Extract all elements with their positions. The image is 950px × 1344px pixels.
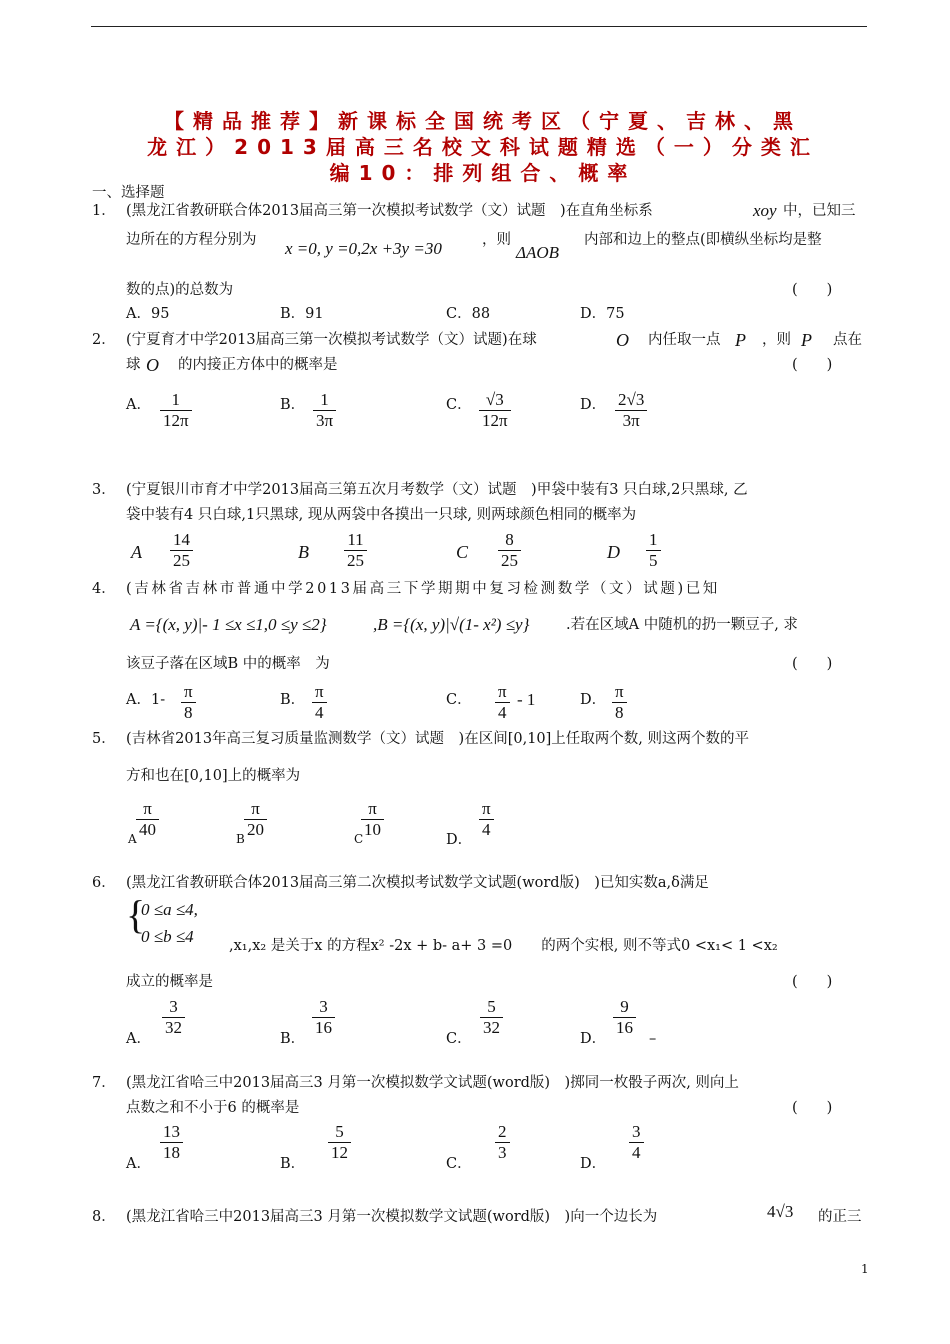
- q2-a-num: 1: [171, 390, 181, 409]
- q5-label-a: A: [128, 832, 137, 846]
- q5-text-1: (吉林省2013年高三复习质量监测数学（文）试题 )在区间[0,10]上任取两个数, 则这两个数的平: [126, 731, 750, 747]
- q2-text-2a: 球: [126, 357, 141, 373]
- q4-option-a-fraction: [181, 682, 196, 722]
- q1-text-2b: ，则: [482, 232, 511, 248]
- q4-c-den: 4: [498, 702, 507, 722]
- q3-d-num: 1: [649, 530, 658, 549]
- q2-answer-paren: ( ): [792, 357, 833, 373]
- q4-option-c-fraction: [495, 682, 510, 722]
- q6-d-den: 16: [616, 1017, 633, 1037]
- q2-d-num: 2√3: [618, 390, 645, 409]
- q1-text-2a: 边所在的方程分别为: [126, 232, 257, 248]
- q4-text-3: 该豆子落在区域B 中的概率 为: [126, 656, 330, 672]
- q3-b-den: 25: [347, 550, 364, 570]
- q6-label-d: D．: [580, 1031, 607, 1047]
- q3-option-b-fraction: [344, 530, 367, 570]
- q7-label-d: D．: [580, 1156, 607, 1172]
- q2-label-c: C．: [446, 397, 472, 413]
- q8-side-length: 4√3: [767, 1202, 794, 1221]
- q1-xoy: xoy: [753, 201, 777, 220]
- q1-option-c: C．88: [446, 306, 491, 322]
- q1-answer-paren: ( ): [792, 282, 833, 298]
- q4-d-num: π: [615, 682, 624, 701]
- q2-text-2b: 的内接正方体中的概率是: [178, 357, 338, 373]
- q2-text-1: (宁夏育才中学2013届高三第一次模拟考试数学（文）试题)在球: [126, 332, 537, 348]
- q2-label-b: B．: [280, 397, 306, 413]
- q2-sphere-o-2: O: [146, 355, 159, 375]
- q5-option-d-fraction: [479, 799, 494, 839]
- q2-sphere-o: O: [616, 330, 629, 350]
- q1-text-1b: 中，已知三: [783, 203, 856, 219]
- q1-option-d: D．75: [580, 306, 625, 322]
- q7-text-1: (黑龙江省哈三中2013届高三3 月第一次模拟数学文试题(word版) )掷同一枚骰子两次, 则向上: [126, 1075, 739, 1091]
- q8-number: 8．: [92, 1209, 116, 1225]
- q4-b-num: π: [315, 682, 324, 701]
- q3-c-den: 25: [501, 550, 518, 570]
- q1-triangle: ΔAOB: [516, 243, 560, 262]
- q6-answer-paren: ( ): [792, 974, 833, 990]
- q5-d-den: 4: [482, 819, 491, 839]
- q1-option-a: A．95: [126, 306, 170, 322]
- q7-d-den: 4: [632, 1142, 641, 1162]
- q7-option-d-fraction: [629, 1122, 644, 1162]
- q7-option-c-fraction: [495, 1122, 510, 1162]
- q3-b-num: 11: [347, 530, 364, 549]
- q3-label-c: C: [456, 542, 469, 562]
- section-heading: 一、选择题: [92, 185, 165, 201]
- q5-c-num: π: [368, 799, 377, 818]
- q3-a-num: 14: [173, 530, 190, 549]
- q2-b-den: 3π: [316, 410, 334, 430]
- q6-a-den: 32: [165, 1017, 182, 1037]
- q6-option-c-fraction: [480, 997, 503, 1037]
- q2-text-1c: ，则: [762, 332, 791, 348]
- title-line-1: 【精品推荐】新课标全国统考区（宁夏、吉林、黑: [164, 109, 802, 133]
- q1-text-1: (黑龙江省教研联合体2013届高三第一次模拟考试数学（文）试题 )在直角坐标系: [126, 203, 653, 219]
- q3-label-a: A: [131, 542, 142, 562]
- q2-point-p: P: [735, 330, 746, 350]
- q4-b-den: 4: [315, 702, 324, 722]
- q2-option-c-fraction: [479, 390, 511, 430]
- q2-c-num: √3: [485, 390, 504, 409]
- q6-label-b: B．: [280, 1031, 306, 1047]
- q4-number: 4．: [92, 581, 116, 597]
- q6-option-a-fraction: [162, 997, 185, 1037]
- q2-a-den: 12π: [163, 410, 189, 430]
- q1-option-b: B．91: [280, 306, 324, 322]
- q5-a-num: π: [143, 799, 152, 818]
- q2-label-d: D．: [580, 397, 607, 413]
- q2-label-a: A．: [126, 397, 151, 413]
- q7-number: 7．: [92, 1075, 116, 1091]
- q4-text-2: .若在区域A 中随机的扔一颗豆子, 求: [566, 617, 798, 633]
- q5-label-c: C: [354, 832, 364, 846]
- q6-number: 6．: [92, 875, 116, 891]
- q5-option-c-fraction: [361, 799, 384, 839]
- q4-label-b: B．: [280, 692, 306, 708]
- q6-c-num: 5: [487, 997, 496, 1016]
- title-line-2: 龙江）2013届高三名校文科试题精选（一）分类汇: [147, 135, 819, 159]
- q2-d-den: 3π: [622, 410, 640, 430]
- q2-option-a-fraction: [160, 390, 192, 430]
- q1-equation: x =0, y =0,2x +3y =30: [285, 239, 442, 258]
- q2-b-num: 1: [320, 390, 329, 409]
- q6-b-num: 3: [319, 997, 328, 1016]
- q1-text-3: 数的点)的总数为: [126, 282, 234, 298]
- q8-text-1: (黑龙江省哈三中2013届高三3 月第一次模拟数学文试题(word版) )向一个边长为: [126, 1209, 658, 1225]
- q3-d-den: 5: [649, 550, 658, 570]
- q2-option-d-fraction: [615, 390, 647, 430]
- q7-a-num: 13: [163, 1122, 180, 1141]
- q5-c-den: 10: [364, 819, 381, 839]
- q3-option-d-fraction: [646, 530, 661, 570]
- q5-b-den: 20: [247, 819, 264, 839]
- q2-text-1b: 内任取一点: [648, 332, 721, 348]
- q6-option-d-suffix: –: [649, 1031, 657, 1047]
- q5-number: 5．: [92, 731, 116, 747]
- q6-label-c: C．: [446, 1031, 472, 1047]
- q7-b-num: 5: [335, 1122, 344, 1141]
- q2-option-b-fraction: [313, 390, 336, 430]
- q5-label-d: D．: [446, 832, 473, 848]
- q3-a-den: 25: [173, 550, 190, 570]
- q5-option-b-fraction: [244, 799, 267, 839]
- q4-a-den: 8: [184, 702, 193, 722]
- q4-option-b-fraction: [312, 682, 327, 722]
- q7-label-b: B．: [280, 1156, 306, 1172]
- q6-text-2: ,x₁,x₂ 是关于x 的方程x² -2x + b- a+ 3 =0 的两个实根, 则不等式0 <x₁< 1 <x₂: [229, 938, 778, 954]
- q6-text-3: 成立的概率是: [126, 974, 213, 990]
- q2-c-den: 12π: [482, 410, 508, 430]
- q5-d-num: π: [482, 799, 491, 818]
- q3-c-num: 8: [505, 530, 514, 549]
- q4-label-c: C．: [446, 692, 472, 708]
- q4-c-num: π: [498, 682, 507, 701]
- q4-a-num: π: [184, 682, 193, 701]
- q5-text-2: 方和也在[0,10]上的概率为: [126, 768, 301, 784]
- q6-text-1: (黑龙江省教研联合体2013届高三第二次模拟考试数学文试题(word版) )已知实数a,δ满足: [126, 875, 709, 891]
- q7-b-den: 12: [331, 1142, 348, 1162]
- q7-d-num: 3: [632, 1122, 641, 1141]
- q4-label-d: D．: [580, 692, 607, 708]
- q7-option-b-fraction: [328, 1122, 351, 1162]
- q4-label-a: A．1-: [126, 692, 166, 708]
- q4-set-a: A ={(x, y)|- 1 ≤x ≤1,0 ≤y ≤2}: [130, 615, 327, 634]
- q7-c-den: 3: [498, 1142, 507, 1162]
- q6-a-num: 3: [169, 997, 178, 1016]
- q5-label-b: B: [236, 832, 245, 846]
- q6-c-den: 32: [483, 1017, 500, 1037]
- q5-option-a-fraction: [136, 799, 159, 839]
- title-line-3: 编10：排列组合、概率: [329, 161, 637, 185]
- q8-text-1b: 的正三: [818, 1209, 862, 1225]
- q2-text-1d: 点在: [833, 332, 862, 348]
- q7-answer-paren: ( ): [792, 1100, 833, 1116]
- q6-option-b-fraction: [312, 997, 335, 1037]
- q6-option-d-fraction: [613, 997, 636, 1037]
- q6-system-brace: {: [126, 892, 146, 937]
- q4-d-den: 8: [615, 702, 624, 722]
- q4-option-c-suffix: - 1: [517, 690, 536, 709]
- q7-label-c: C．: [446, 1156, 472, 1172]
- q7-label-a: A．: [126, 1156, 151, 1172]
- q3-number: 3．: [92, 482, 116, 498]
- q3-option-c-fraction: [498, 530, 521, 570]
- q4-set-b: ,B ={(x, y)|√(1- x²) ≤y}: [373, 615, 530, 634]
- q2-number: 2．: [92, 332, 116, 348]
- q1-text-2c: 内部和边上的整点(即横纵坐标均是整: [584, 232, 822, 248]
- q5-a-den: 40: [139, 819, 156, 839]
- q3-label-b: B: [298, 542, 309, 562]
- q7-c-num: 2: [498, 1122, 507, 1141]
- q4-answer-paren: ( ): [792, 656, 833, 672]
- q1-number: 1．: [92, 203, 116, 219]
- q5-b-num: π: [251, 799, 260, 818]
- q6-label-a: A．: [126, 1031, 151, 1047]
- q7-option-a-fraction: [160, 1122, 183, 1162]
- q6-system-line-1: 0 ≤a ≤4,: [141, 900, 198, 919]
- q7-a-den: 18: [163, 1142, 180, 1162]
- q3-text-2: 袋中装有4 只白球,1只黑球, 现从两袋中各摸出一只球, 则两球颜色相同的概率为: [126, 507, 637, 523]
- q4-text-1: (吉林省吉林市普通中学2013届高三下学期期中复习检测数学（文）试题)已知: [126, 581, 720, 597]
- q2-point-p-2: P: [801, 330, 812, 350]
- q3-label-d: D: [607, 542, 620, 562]
- page-number: 1: [861, 1262, 869, 1276]
- header-rule: [91, 26, 867, 27]
- q6-d-num: 9: [620, 997, 629, 1016]
- q3-text-1: (宁夏银川市育才中学2013届高三第五次月考数学（文）试题 )甲袋中装有3 只白球,2只黑球, 乙: [126, 482, 748, 498]
- q6-b-den: 16: [315, 1017, 332, 1037]
- q7-text-2: 点数之和不小于6 的概率是: [126, 1100, 300, 1116]
- q3-option-a-fraction: [170, 530, 193, 570]
- q6-system-line-2: 0 ≤b ≤4: [141, 927, 194, 946]
- q4-option-d-fraction: [612, 682, 627, 722]
